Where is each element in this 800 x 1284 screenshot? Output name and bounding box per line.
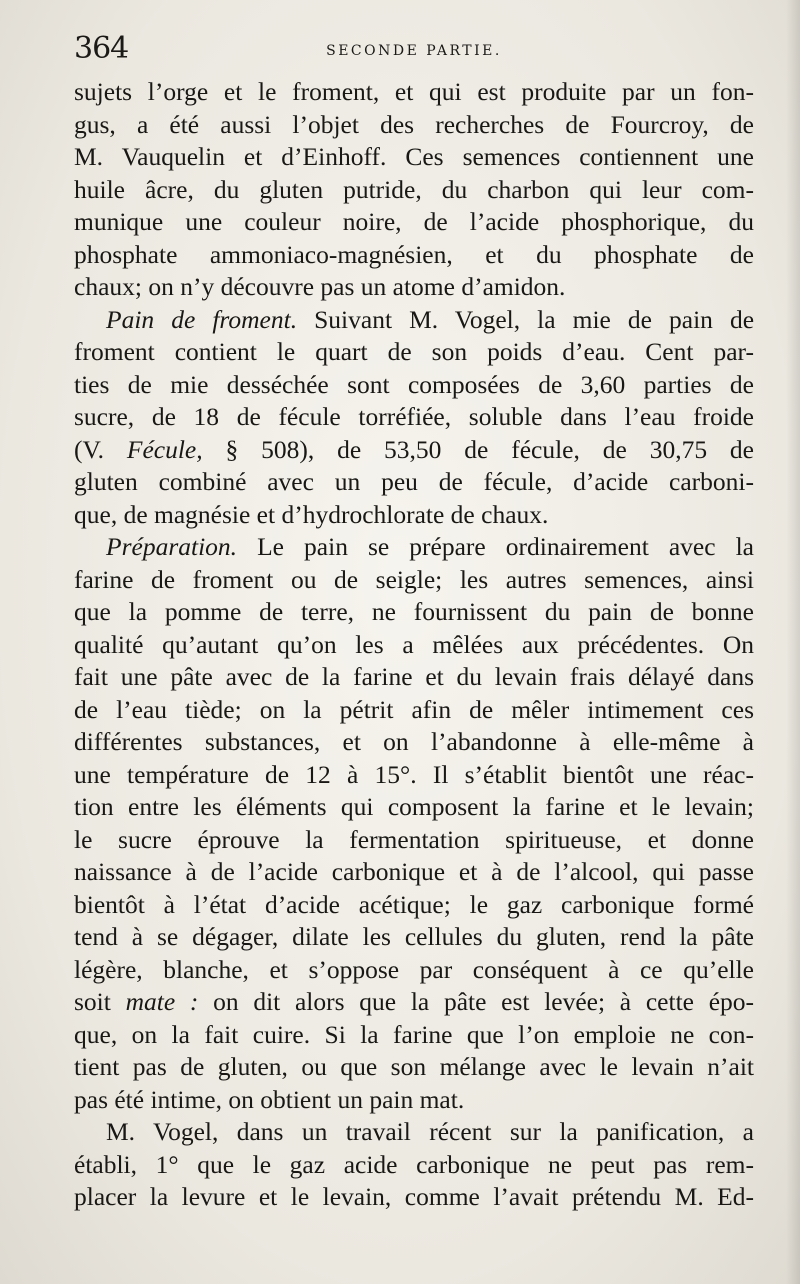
paragraph-preparation bbox=[74, 531, 754, 1116]
text-line: sujets l’orge et le froment, et qui est produite par un fon- bbox=[74, 77, 754, 106]
text-line: munique une couleur noire, de l’acide phosphorique, du bbox=[74, 207, 754, 236]
text-line bbox=[74, 986, 754, 1019]
text-line: que, de magnésie et d’hydrochlorate de chaux. bbox=[74, 499, 549, 529]
text-line: qualité qu’autant qu’on les a mêlées aux précédentes. On bbox=[74, 629, 754, 659]
text-line: tend à se dégager, dilate les cellules du gluten, rend la pâte bbox=[74, 922, 754, 951]
text-line: farine de froment ou de seigle; les autres semences, ainsi bbox=[74, 564, 754, 594]
section-heading-preparation: Préparation. bbox=[106, 532, 238, 561]
cross-reference-fecule: Fécule, bbox=[126, 434, 203, 464]
text-line: que la pomme de terre, ne fournissent du pain de bonne bbox=[74, 597, 754, 626]
text-line: établi, 1° que le gaz acide carbonique ne peut pas rem- bbox=[74, 1149, 754, 1179]
section-heading-pain-de-froment: Pain de froment. bbox=[106, 304, 298, 334]
text-line: M. Vogel, dans un travail récent sur la panification, a bbox=[106, 1117, 754, 1146]
paragraph-vogel bbox=[74, 1116, 754, 1214]
text-line: phosphate ammoniaco-magnésien, et du phosphate de bbox=[74, 239, 754, 269]
text-run: Suivant M. Vogel, la mie de pain de bbox=[297, 304, 755, 334]
page-number: 364 bbox=[74, 31, 129, 66]
text-run: Le pain se prépare ordinairement avec la bbox=[237, 532, 754, 561]
text-line: le sucre éprouve la fermentation spiritueuse, et donne bbox=[74, 824, 754, 854]
text-line: différentes substances, et on l’abandonne à elle-même à bbox=[74, 727, 754, 756]
text-line: ties de mie desséchée sont composées de 3,60 parties de bbox=[74, 369, 754, 399]
text-run: soit bbox=[74, 987, 126, 1016]
text-line: placer la levure et le levain, comme l’avait prétendu M. Ed- bbox=[74, 1182, 754, 1211]
text-line bbox=[74, 304, 754, 337]
text-line: gus, a été aussi l’objet des recherches de Fourcroy, de bbox=[74, 109, 754, 139]
text-line bbox=[74, 531, 754, 564]
text-line: une température de 12 à 15°. Il s’établit bientôt une réac- bbox=[74, 759, 754, 789]
body-text bbox=[74, 76, 754, 1214]
paragraph-pain-de-froment bbox=[74, 304, 754, 532]
italic-term-mate: mate : bbox=[125, 987, 199, 1016]
page-header bbox=[74, 30, 754, 70]
text-line: de l’eau tiède; on la pétrit afin de mêler intimement ces bbox=[74, 694, 754, 724]
text-line: légère, blanche, et s’oppose par conséquent à ce qu’elle bbox=[74, 954, 754, 984]
text-line: M. Vauquelin et d’Einhoff. Ces semences contiennent une bbox=[74, 142, 754, 171]
text-run: on dit alors que la pâte est levée; à cette épo- bbox=[198, 987, 755, 1016]
page-gutter-shadow bbox=[786, 0, 800, 1284]
text-run: (V. bbox=[74, 434, 127, 464]
text-line: naissance à de l’acide carbonique et à de l’alcool, qui passe bbox=[74, 857, 754, 886]
running-head: SECONDE PARTIE. bbox=[326, 43, 502, 59]
text-line bbox=[74, 434, 754, 467]
text-line: que, on la fait cuire. Si la farine que l’on emploie ne con- bbox=[74, 1019, 754, 1049]
text-line: fait une pâte avec de la farine et du levain frais délayé dans bbox=[74, 662, 754, 691]
text-run: § 508), de 53,50 de fécule, de 30,75 de bbox=[202, 434, 755, 464]
text-line: chaux; on n’y découvre pas un atome d’amidon. bbox=[74, 272, 566, 301]
text-line: gluten combiné avec un peu de fécule, d’acide carboni- bbox=[74, 467, 754, 496]
paragraph-continuation bbox=[74, 76, 754, 304]
text-line: froment contient le quart de son poids d’eau. Cent par- bbox=[74, 337, 754, 366]
text-line: sucre, de 18 de fécule torréfiée, soluble dans l’eau froide bbox=[74, 402, 754, 431]
text-line: tient pas de gluten, ou que son mélange avec le levain n’ait bbox=[74, 1052, 754, 1081]
text-line: bientôt à l’état d’acide acétique; le gaz carbonique formé bbox=[74, 889, 754, 919]
text-line: pas été intime, on obtient un pain mat. bbox=[74, 1084, 465, 1114]
text-line: huile âcre, du gluten putride, du charbon qui leur com- bbox=[74, 174, 754, 204]
text-line: tion entre les éléments qui composent la farine et le levain; bbox=[74, 792, 754, 821]
